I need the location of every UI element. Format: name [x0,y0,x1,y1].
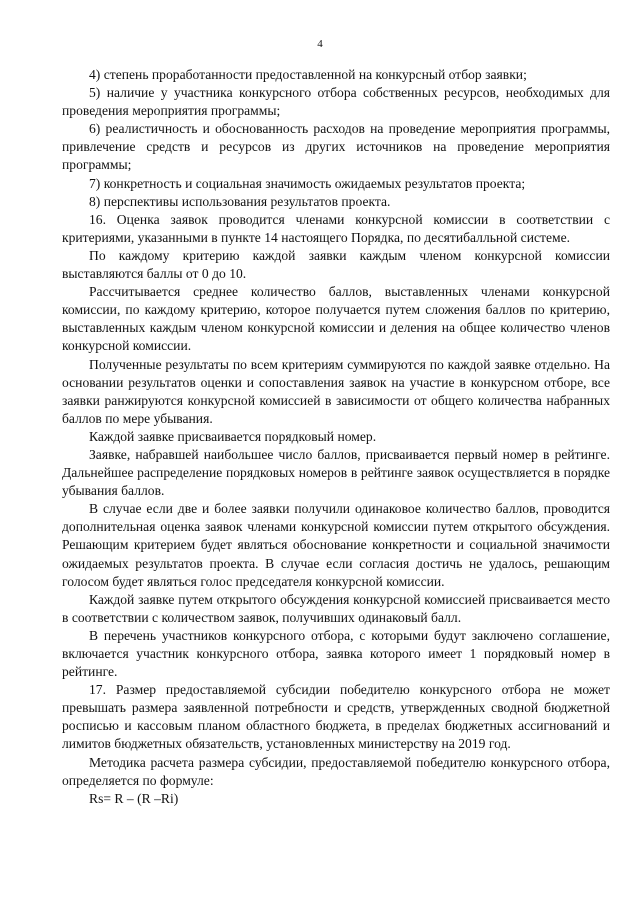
criterion-4: 4) степень проработанности предоставленной на конкурсный отбор заявки; [89,67,527,82]
subsidy-formula: Rs= R – (R –Ri) [89,790,179,806]
page-number: 4 [317,38,323,50]
paragraph-scoring-range: По каждому критерию каждой заявки каждым членом конкурсной комиссии выставляются баллы от 0 до 10. [62,247,610,282]
document-body [62,66,610,808]
paragraph-agreement-list: В перечень участников конкурсного отбора, с которыми будут заключено соглашение, включается участник конкурсного отбора, заявка которого имеет 1 порядковый номер в рейтинге. [62,627,610,680]
criterion-5: 5) наличие у участника конкурсного отбора собственных ресурсов, необходимых для проведения мероприятия программы; [62,85,610,119]
clause-17: 17. Размер предоставляемой субсидии победителю конкурсного отбора не может превышать размера заявленной потребности и средств, утвержденных сводной бюджетной росписью и кассовым планом областного бюджета, в пределах бюджетных ассигнований и лимитов бюджетных обязательств, установленных министерству на 2019 год. [62,682,610,752]
paragraph-place-assignment: Каждой заявке путем открытого обсуждения конкурсной комиссией присваивается место в соответствии с количеством заявок, получивших одинаковый балл. [62,591,610,625]
paragraph-first-place: Заявке, набравшей наибольшее число баллов, присваивается первый номер в рейтинге. Дальнейшее распределение порядковых номеров в рейтинге заявок осуществляется в порядке убывания баллов. [62,446,610,499]
paragraph-ranking: Полученные результаты по всем критериям суммируются по каждой заявке отдельно. На основании результатов оценки и сопоставления заявок на участие в конкурсном отборе, все заявки ранжируются конкурсной комиссией в зависимости от общего количества набранных баллов по мере убывания. [62,356,610,426]
criterion-7: 7) конкретность и социальная значимость ожидаемых результатов проекта; [89,175,526,191]
paragraph-tie-break: В случае если две и более заявки получили одинаковое количество баллов, проводится дополнительная оценка заявок членами конкурсной комиссии путем открытого обсуждения. Решающим критерием будет являться обоснование конкретности и социальной значимости ожидаемых результатов проекта. В случае если согласия достичь не удалось, решающим голосом будет являться голос председателя конкурсной комиссии. [62,501,610,589]
clause-16: 16. Оценка заявок проводится членами конкурсной комиссии в соответствии с критериями, указанными в пункте 14 настоящего Порядка, по десятибалльной системе. [62,211,610,245]
criterion-6: 6) реалистичность и обоснованность расходов на проведение мероприятия программы, привлечение средств и ресурсов из других источников на проведение мероприятия программы; [62,121,610,173]
paragraph-average-score: Рассчитывается среднее количество баллов, выставленных членами конкурсной комиссии, по каждому критерию, которое получается путем сложения баллов по критерию, выставленных каждым членом конкурсной комиссии и деления на общее количество членов конкурсной комиссии. [62,284,610,354]
paragraph-method: Методика расчета размера субсидии, предоставляемой победителю конкурсного отбора, определяется по формуле: [62,754,610,788]
criterion-8: 8) перспективы использования результатов проекта. [89,193,391,209]
paragraph-serial-number: Каждой заявке присваивается порядковый номер. [89,428,377,444]
